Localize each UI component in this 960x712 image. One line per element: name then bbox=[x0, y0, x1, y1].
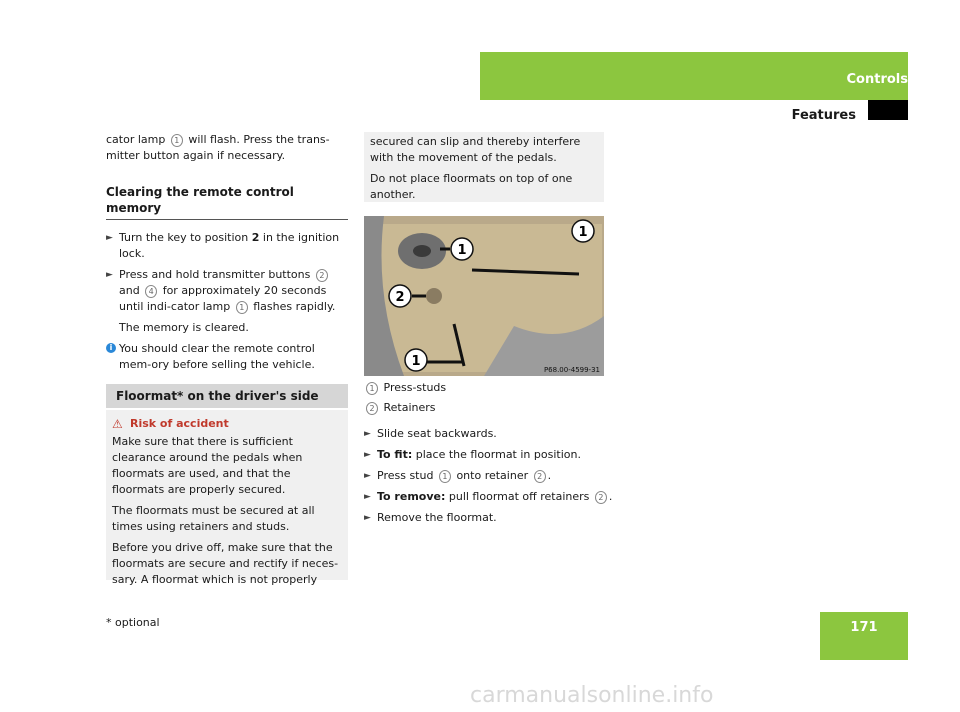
callout-number: 2 bbox=[595, 491, 607, 504]
warning-title: ⚠ Risk of accident bbox=[112, 417, 229, 431]
warning-text: Make sure that there is sufficient clearance around the pedals when floormats are used, and that the floormats are properly secured. bbox=[112, 435, 303, 496]
floormat-photo bbox=[364, 216, 604, 376]
svg-text:2: 2 bbox=[395, 290, 405, 305]
callout-number: 2 bbox=[534, 470, 546, 483]
section-header-bar bbox=[480, 52, 908, 100]
step-item: ► Press and hold transmitter buttons 2 and 4 for approximately 20 seconds until indi-cator lamp 1 flashes rapidly. bbox=[106, 268, 336, 313]
watermark: carmanualsonline.info bbox=[470, 683, 714, 708]
legend-item: 2 Retainers bbox=[364, 400, 624, 416]
arrow-icon: ► bbox=[364, 513, 371, 523]
arrow-icon: ► bbox=[106, 233, 113, 243]
callout-2 bbox=[389, 285, 411, 307]
arrow-icon: ► bbox=[364, 429, 371, 439]
warning-text: Before you drive off, make sure that the floormats are secure and rectify if neces-sary. A floormat which is not properly bbox=[112, 541, 339, 586]
step-item: ► To fit: place the floormat in position. bbox=[364, 448, 581, 461]
arrow-icon: ► bbox=[364, 450, 371, 460]
step-item: ► Remove the floormat. bbox=[364, 511, 497, 524]
warning-triangle-icon: ⚠ bbox=[112, 417, 123, 431]
callout-number: 1 bbox=[236, 301, 248, 314]
callout-number: 1 bbox=[439, 470, 451, 483]
step-item: ► To remove: pull floormat off retainers 2 . bbox=[364, 490, 613, 503]
callout-number: 1 bbox=[366, 382, 378, 395]
warning-text: The floormats must be secured at all times using retainers and studs. bbox=[112, 504, 315, 533]
svg-text:1: 1 bbox=[578, 225, 588, 240]
warning-continued: secured can slip and thereby interfere with the movement of the pedals. Do not place floormats on top of one another. bbox=[364, 132, 604, 202]
callout-number: 2 bbox=[316, 269, 328, 282]
step-item: ► Slide seat backwards. bbox=[364, 427, 497, 440]
photo-code: P68.00-4599-31 bbox=[543, 366, 600, 374]
footnote: * optional bbox=[106, 616, 160, 629]
arrow-icon: ► bbox=[364, 492, 371, 502]
svg-text:1: 1 bbox=[411, 354, 421, 369]
callout-1-top bbox=[451, 238, 473, 260]
legend-item: 1 Press-studs bbox=[364, 380, 624, 396]
step-item: ► Turn the key to position 2 in the ignition lock. bbox=[106, 231, 340, 260]
callout-number: 4 bbox=[145, 285, 157, 298]
callout-number: 1 bbox=[171, 134, 183, 147]
arrow-icon: ► bbox=[106, 270, 113, 280]
page-number: 171 bbox=[850, 620, 878, 635]
callout-1-bottom bbox=[405, 349, 427, 371]
result-text: The memory is cleared. bbox=[119, 321, 249, 334]
intro-text: cator lamp 1 will flash. Press the trans- mitter button again if necessary. bbox=[106, 133, 330, 162]
warning-box bbox=[106, 410, 348, 586]
header-marker bbox=[868, 100, 908, 120]
info-icon: i bbox=[106, 343, 116, 353]
left-column bbox=[106, 132, 348, 373]
floormat-heading: Floormat* on the driver's side bbox=[106, 384, 348, 408]
subsection-title: Features bbox=[791, 108, 856, 123]
section-title: Controls bbox=[846, 72, 908, 87]
right-column bbox=[364, 380, 624, 531]
callout-number: 2 bbox=[366, 402, 378, 415]
svg-text:1: 1 bbox=[457, 243, 467, 258]
step-item: ► Press stud 1 onto retainer 2 . bbox=[364, 469, 552, 482]
callout-1-right bbox=[572, 220, 594, 242]
section-heading: Clearing the remote control memory bbox=[106, 184, 348, 220]
arrow-icon: ► bbox=[364, 471, 371, 481]
info-note: i You should clear the remote control mem-ory before selling the vehicle. bbox=[106, 341, 348, 373]
